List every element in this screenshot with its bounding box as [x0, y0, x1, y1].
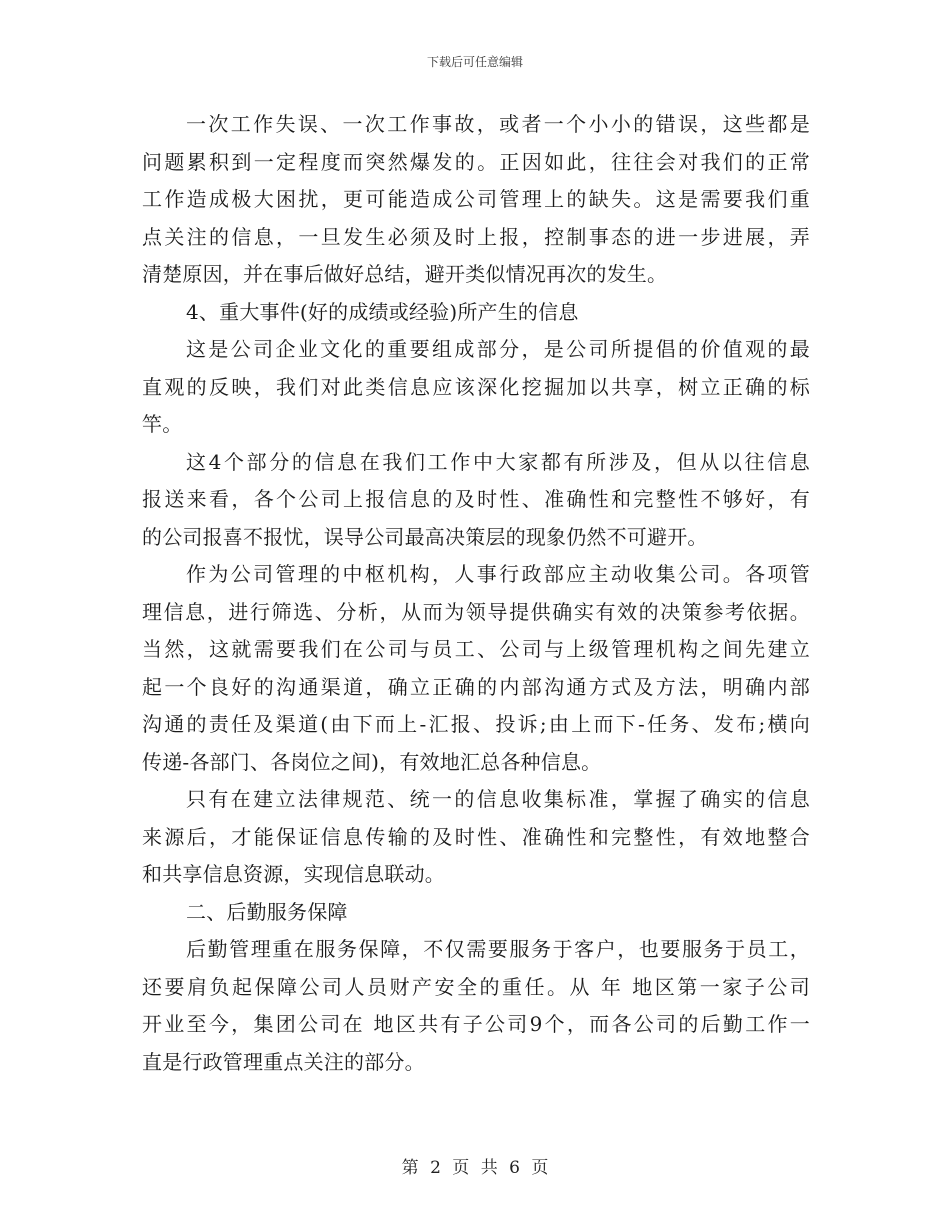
body-line: 当然，这就需要我们在公司与员工、公司与上级管理机构之间先建立: [142, 637, 810, 661]
body-line: 直是行政管理重点关注的部分。: [142, 1049, 425, 1074]
body-line: 后勤管理重在服务保障，不仅需要服务于客户，也要服务于员工，: [186, 937, 810, 961]
body-line: 理信息，进行筛选、分析，从而为领导提供确实有效的决策参考依据。: [142, 599, 810, 624]
body-line: 清楚原因，并在事后做好总结，避开类似情况再次的发生。: [142, 262, 668, 286]
body-line: 一次工作失误、一次工作事故，或者一个小小的错误，这些都是: [186, 112, 810, 136]
document-body: [142, 106, 810, 1081]
body-line: 沟通的责任及渠道(由下而上-汇报、投诉;由上而下-任务、发布;横向: [142, 712, 810, 736]
body-line: 还要肩负起保障公司人员财产安全的重任。从 年 地区第一家子公司: [142, 974, 810, 999]
body-line: 和共享信息资源，实现信息联动。: [142, 862, 445, 886]
page-footer: 第 2 页 共 6 页: [401, 1158, 549, 1178]
body-line: 只有在建立法律规范、统一的信息收集标准，掌握了确实的信息: [186, 787, 810, 811]
body-line: 起一个良好的沟通渠道，确立正确的内部沟通方式及方法，明确内部: [142, 674, 810, 699]
section-heading: 二、后勤服务保障: [186, 899, 348, 924]
body-line: 传递-各部门、各岗位之间)，有效地汇总各种信息。: [142, 749, 602, 774]
body-line: 来源后，才能保证信息传输的及时性、准确性和完整性，有效地整合: [142, 824, 810, 849]
page-header: 下载后可任意编辑: [426, 55, 523, 69]
body-line: 开业至今，集团公司在 地区共有子公司9个，而各公司的后勤工作一: [142, 1012, 810, 1036]
body-line: 问题累积到一定程度而突然爆发的。正因如此，往往会对我们的正常: [142, 149, 810, 174]
body-line: 点关注的信息，一旦发生必须及时上报，控制事态的进一步进展，弄: [142, 224, 810, 249]
section-heading: 4、重大事件(好的成绩或经验)所产生的信息: [186, 299, 579, 324]
body-line: 工作造成极大困扰，更可能造成公司管理上的缺失。这是需要我们重: [142, 187, 810, 211]
body-line: 直观的反映，我们对此类信息应该深化挖掘加以共享，树立正确的标: [142, 374, 810, 399]
body-line: 这是公司企业文化的重要组成部分，是公司所提倡的价值观的最: [186, 337, 810, 361]
body-line: 的公司报喜不报忧，误导公司最高决策层的现象仍然不可避开。: [142, 524, 708, 549]
body-line: 这4个部分的信息在我们工作中大家都有所涉及，但从以往信息: [186, 449, 810, 474]
body-line: 作为公司管理的中枢机构，人事行政部应主动收集公司。各项管: [186, 562, 810, 586]
body-line: 报送来看，各个公司上报信息的及时性、准确性和完整性不够好，有: [142, 487, 810, 511]
body-line: 竿。: [142, 412, 183, 436]
